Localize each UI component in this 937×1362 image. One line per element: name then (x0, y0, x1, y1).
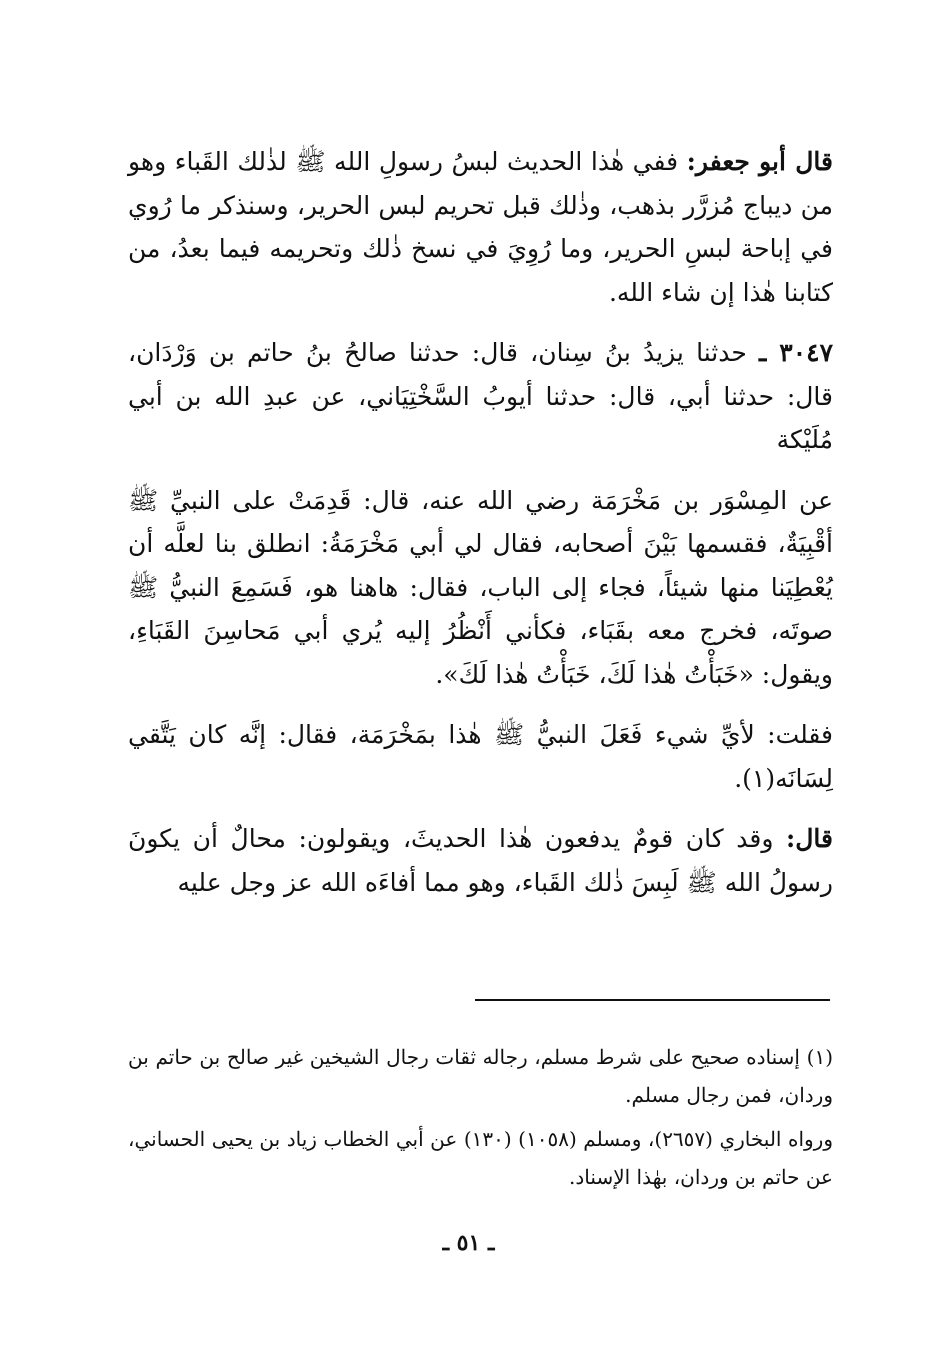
footnote-divider (475, 999, 830, 1001)
paragraph-text: ففي هٰذا الحديث لبسُ رسولِ الله ﷺ لذٰلك القَباء وهو من ديباج مُزرَّر بذهب، وذٰلك قبل تحريم لبس الحرير، وسنذكر ما رُوي في إباحة لبسِ الحرير، وما رُوِيَ في نسخ ذٰلك وتحريمه فيما بعدُ، من كتابنا هٰذا إن شاء الله. (128, 147, 833, 307)
paragraph-text: فقلت: لأيِّ شيء فَعَلَ النبيُّ ﷺ هٰذا بمَخْرَمَة، فقال: إنَّه كان يَتَّقي لِسَانَه(١). (128, 720, 833, 793)
paragraph-1 (128, 140, 833, 314)
paragraph-lead: قال أبو جعفر: (686, 147, 833, 176)
paragraph-4 (128, 713, 833, 800)
paragraph-text: وقد كان قومٌ يدفعون هٰذا الحديثَ، ويقولون: محالٌ أن يكونَ رسولُ الله ﷺ لَبِسَ ذٰلك القَباء، وهو مما أفاءَه الله عز وجل عليه (128, 824, 833, 897)
paragraph-5 (128, 817, 833, 904)
main-text (128, 140, 833, 921)
footnote-1: (١) إسناده صحيح على شرط مسلم، رجاله ثقات رجال الشيخين غير صالح بن حاتم بن وردان، فمن رجال مسلم. (128, 1045, 833, 1107)
footnote-2: ورواه البخاري (٢٦٥٧)، ومسلم (١٠٥٨) (١٣٠) عن أبي الخطاب زياد بن يحيى الحساني، عن حاتم بن وردان، بهٰذا الإسناد. (128, 1127, 833, 1189)
hadith-number: ٣٠٤٧ ـ (759, 338, 833, 367)
paragraph-lead: قال: (786, 824, 833, 853)
page-number: ـ ٥١ ـ (442, 1230, 495, 1256)
paragraph-3 (128, 479, 833, 697)
paragraph-2 (128, 331, 833, 462)
paragraph-text: حدثنا يزيدُ بنُ سِنان، قال: حدثنا صالحُ بنُ حاتم بن وَرْدَان، قال: حدثنا أبي، قال: حدثنا أيوبُ السَّخْتِيَاني، عن عبدِ الله بن أبي مُلَيْكة (128, 338, 833, 454)
footnotes (128, 1038, 833, 1202)
paragraph-text: عن المِسْوَر بن مَخْرَمَة رضي الله عنه، قال: قَدِمَتْ على النبيِّ ﷺ أقْبِيَةٌ، فقسمها بَيْنَ أصحابه، فقال لي أبي مَخْرَمَةُ: انطلق بنا لعلَّه أن يُعْطِيَنا منها شيئاً، فجاء إلى الباب، فقال: هاهنا هو، فَسَمِعَ النبيُّ ﷺ صوتَه، فخرج معه بقَبَاء، فكأني أَنْظُرُ إليه يُري أبي مَحاسِنَ القَبَاءِ، ويقول: «خَبَأْتُ هٰذا لَكَ، خَبَأْتُ هٰذا لَكَ». (128, 485, 833, 689)
